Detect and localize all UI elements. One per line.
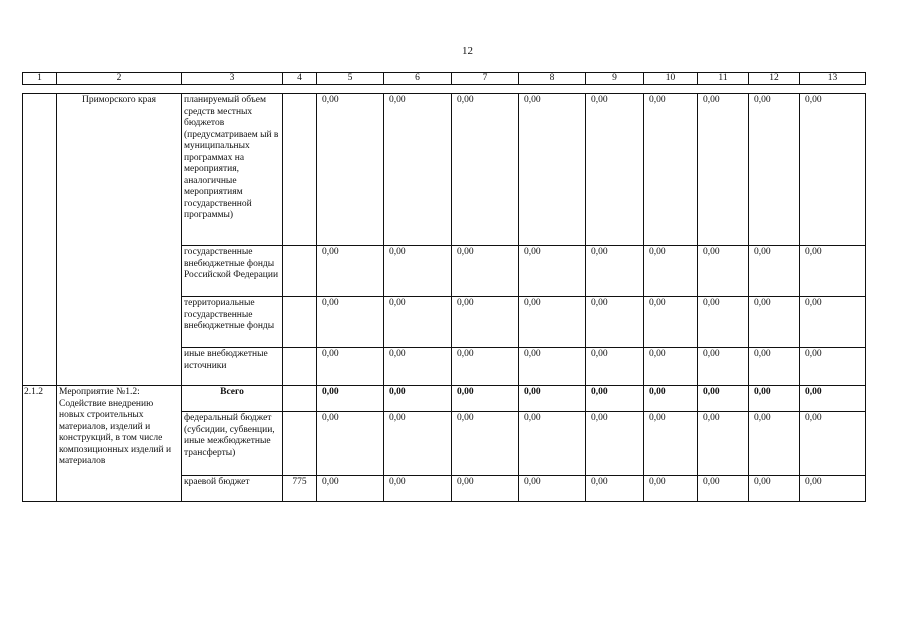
header-cell: 8 [519, 73, 586, 85]
value-cell: 0,00 [749, 412, 800, 476]
value-cell: 0,00 [800, 348, 866, 386]
column-number-header [22, 72, 866, 85]
code-cell: 775 [283, 476, 317, 502]
value-cell: 0,00 [317, 386, 384, 412]
value-cell: 0,00 [800, 246, 866, 297]
row-number-cell [23, 94, 57, 386]
header-cell: 5 [317, 73, 384, 85]
value-cell: 0,00 [317, 246, 384, 297]
value-cell: 0,00 [452, 94, 519, 246]
value-cell: 0,00 [644, 476, 698, 502]
value-cell: 0,00 [644, 246, 698, 297]
value-cell: 0,00 [384, 386, 452, 412]
header-cell: 12 [749, 73, 800, 85]
code-cell [283, 246, 317, 297]
header-cell: 7 [452, 73, 519, 85]
value-cell: 0,00 [749, 246, 800, 297]
value-cell: 0,00 [698, 94, 749, 246]
funding-source-cell: Всего [182, 386, 283, 412]
value-cell: 0,00 [384, 94, 452, 246]
value-cell: 0,00 [800, 297, 866, 348]
value-cell: 0,00 [644, 386, 698, 412]
value-cell: 0,00 [519, 412, 586, 476]
code-cell [283, 297, 317, 348]
value-cell: 0,00 [749, 94, 800, 246]
value-cell: 0,00 [749, 297, 800, 348]
header-cell: 11 [698, 73, 749, 85]
value-cell: 0,00 [800, 412, 866, 476]
value-cell: 0,00 [698, 348, 749, 386]
value-cell: 0,00 [698, 386, 749, 412]
funding-source-cell: краевой бюджет [182, 476, 283, 502]
value-cell: 0,00 [644, 297, 698, 348]
value-cell: 0,00 [317, 412, 384, 476]
code-cell [283, 348, 317, 386]
value-cell: 0,00 [317, 348, 384, 386]
value-cell: 0,00 [586, 297, 644, 348]
value-cell: 0,00 [384, 297, 452, 348]
budget-table [22, 93, 866, 502]
value-cell: 0,00 [800, 386, 866, 412]
program-name-cell: Мероприятие №1.2: Содействие внедрению новых строительных материалов, изделий и конструкций, в том числе композиционных изделий и материалов [57, 386, 182, 502]
funding-source-cell: территориальные государственные внебюджетные фонды [182, 297, 283, 348]
header-cell: 3 [182, 73, 283, 85]
value-cell: 0,00 [384, 412, 452, 476]
value-cell: 0,00 [698, 412, 749, 476]
page-number: 12 [462, 45, 473, 57]
value-cell: 0,00 [644, 412, 698, 476]
value-cell: 0,00 [452, 297, 519, 348]
value-cell: 0,00 [452, 476, 519, 502]
program-name-cell: Приморского края [57, 94, 182, 386]
row-number-cell: 2.1.2 [23, 386, 57, 502]
header-cell: 10 [644, 73, 698, 85]
header-cell: 9 [586, 73, 644, 85]
value-cell: 0,00 [749, 386, 800, 412]
value-cell: 0,00 [800, 476, 866, 502]
value-cell: 0,00 [452, 386, 519, 412]
value-cell: 0,00 [384, 476, 452, 502]
value-cell: 0,00 [800, 94, 866, 246]
value-cell: 0,00 [519, 94, 586, 246]
value-cell: 0,00 [586, 94, 644, 246]
value-cell: 0,00 [698, 297, 749, 348]
header-cell: 13 [800, 73, 866, 85]
value-cell: 0,00 [384, 348, 452, 386]
table-row [23, 94, 866, 246]
value-cell: 0,00 [317, 94, 384, 246]
value-cell: 0,00 [317, 297, 384, 348]
value-cell: 0,00 [749, 348, 800, 386]
header-cell: 4 [283, 73, 317, 85]
header-cell: 2 [57, 73, 182, 85]
value-cell: 0,00 [586, 246, 644, 297]
value-cell: 0,00 [519, 297, 586, 348]
funding-source-cell: иные внебюджетные источники [182, 348, 283, 386]
value-cell: 0,00 [698, 476, 749, 502]
value-cell: 0,00 [519, 386, 586, 412]
value-cell: 0,00 [586, 412, 644, 476]
value-cell: 0,00 [519, 476, 586, 502]
code-cell [283, 386, 317, 412]
funding-source-cell: планируемый объем средств местных бюджетов (предусматриваем ый в муниципальных программах на мероприятия, аналогичные мероприятиям государственной программы) [182, 94, 283, 246]
value-cell: 0,00 [586, 348, 644, 386]
funding-source-cell: государственные внебюджетные фонды Российской Федерации [182, 246, 283, 297]
value-cell: 0,00 [519, 246, 586, 297]
value-cell: 0,00 [644, 94, 698, 246]
header-cell: 6 [384, 73, 452, 85]
value-cell: 0,00 [452, 246, 519, 297]
code-cell [283, 94, 317, 246]
table-row [23, 386, 866, 412]
funding-source-cell: федеральный бюджет (субсидии, субвенции, иные межбюджетные трансферты) [182, 412, 283, 476]
header-cell: 1 [23, 73, 57, 85]
value-cell: 0,00 [384, 246, 452, 297]
value-cell: 0,00 [644, 348, 698, 386]
value-cell: 0,00 [586, 386, 644, 412]
value-cell: 0,00 [452, 348, 519, 386]
value-cell: 0,00 [749, 476, 800, 502]
value-cell: 0,00 [586, 476, 644, 502]
value-cell: 0,00 [698, 246, 749, 297]
value-cell: 0,00 [317, 476, 384, 502]
value-cell: 0,00 [519, 348, 586, 386]
code-cell [283, 412, 317, 476]
value-cell: 0,00 [452, 412, 519, 476]
